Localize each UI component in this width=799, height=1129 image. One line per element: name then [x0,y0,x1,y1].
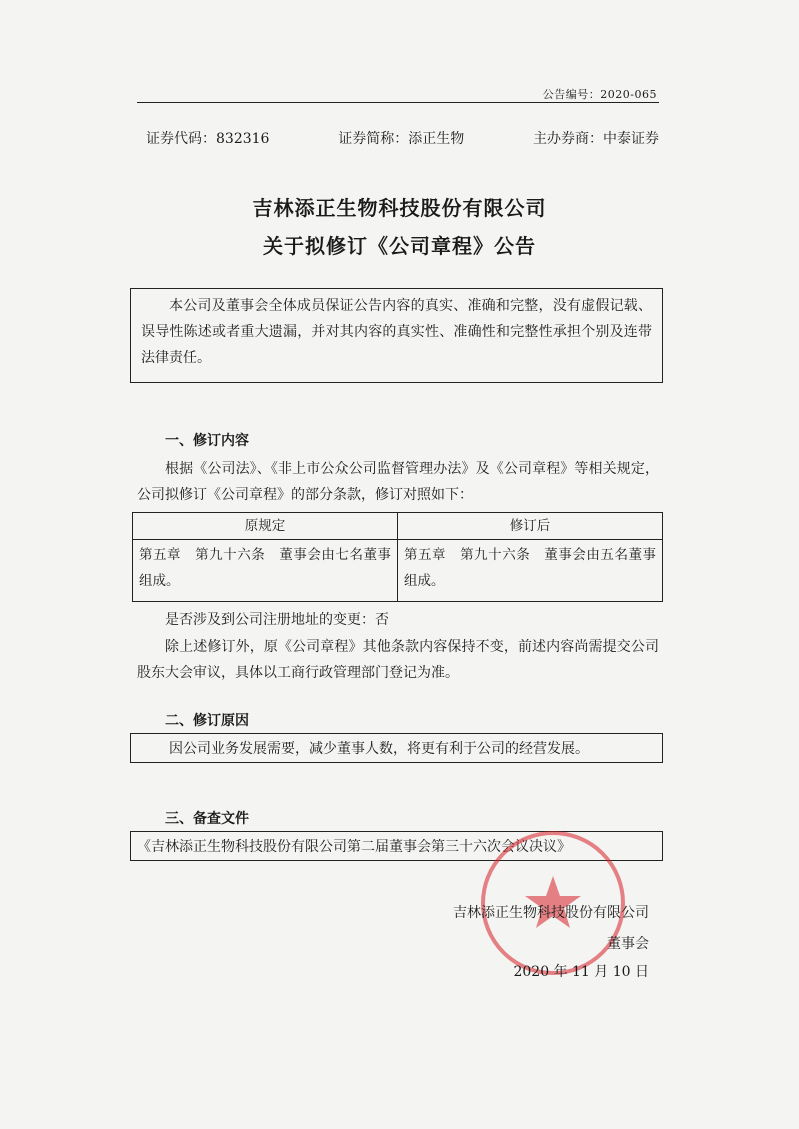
securities-info [146,128,659,148]
signature-date: 2020 年 11 月 10 日 [513,964,649,980]
section1-intro: 根据《公司法》、《非上市公众公司监督管理办法》及《公司章程》等相关规定，公司拟修订《公司章程》的部分条款，修订对照如下： [137,461,659,503]
table-row [133,540,663,602]
other-terms-text: 除上述修订外，原《公司章程》其他条款内容保持不变，前述内容尚需提交公司股东大会审议，具体以工商行政管理部门登记为准。 [137,639,659,681]
revision-table [132,512,663,602]
section1-heading: 一、修订内容 [165,433,249,449]
declaration-box [130,288,663,383]
signature-company: 吉林添正生物科技股份有限公司 [453,905,649,921]
company-title: 吉林添正生物科技股份有限公司 [252,196,547,220]
reason-box [130,733,663,763]
notice-title: 关于拟修订《公司章程》公告 [263,234,536,258]
declaration-text: 本公司及董事会全体成员保证公告内容的真实、准确和完整，没有虚假记载、误导性陈述或者重大遗漏，并对其内容的真实性、准确性和完整性承担个别及连带法律责任。 [141,298,652,366]
reference-file-text: 《吉林添正生物科技股份有限公司第二届董事会第三十六次会议决议》 [137,839,571,855]
securities-code: 证券代码：832316 [146,131,270,147]
notice-number: 公告编号：2020-065 [542,88,657,101]
table-cell-revised: 第五章 第九十六条 董事会由五名董事组成。 [398,540,663,602]
table-cell-original: 第五章 第九十六条 董事会由七名董事组成。 [133,540,398,602]
section3-heading: 三、备查文件 [165,811,249,827]
securities-short-name: 证券简称：添正生物 [338,131,465,147]
signature-board: 董事会 [607,936,649,952]
header-rule [137,102,659,103]
section2-heading: 二、修订原因 [165,713,249,729]
table-header-original: 原规定 [133,513,398,540]
address-change-text: 是否涉及到公司注册地址的变更：否 [165,612,389,628]
reason-text: 因公司业务发展需要，减少董事人数，将更有利于公司的经营发展。 [169,741,589,757]
table-header-revised: 修订后 [398,513,663,540]
lead-broker: 主办券商：中泰证券 [532,131,659,147]
